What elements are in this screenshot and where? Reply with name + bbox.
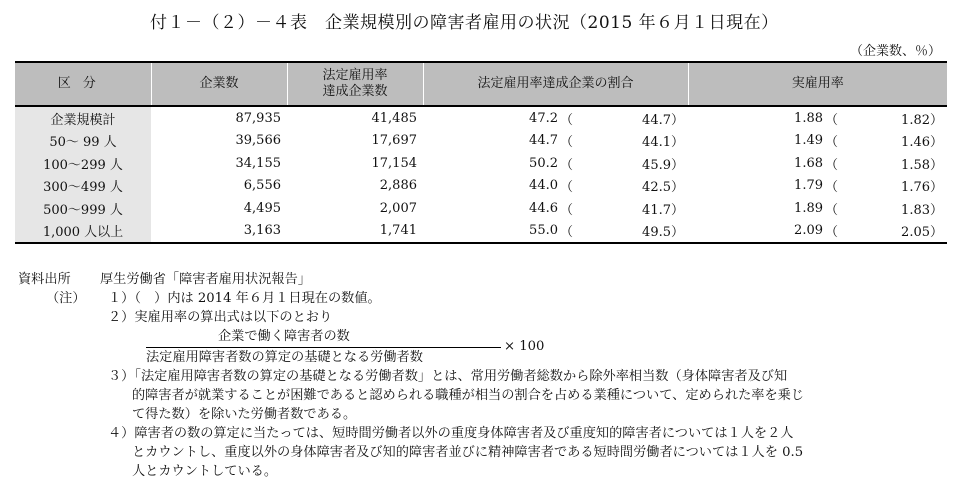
rate-prev-value: 42.5） [642, 180, 684, 196]
row-rate-prev [560, 197, 688, 220]
row-category: 500～999 人 [15, 197, 151, 220]
rate-prev-value: 41.7） [642, 202, 684, 218]
unit-label: （企業数、％） [849, 44, 941, 59]
header-actual-rate: 実雇用率 [688, 62, 947, 106]
row-achieved: 17,154 [371, 155, 417, 171]
rate-value: 50.2 [529, 155, 558, 171]
header-achieved [287, 62, 423, 106]
table-row [15, 152, 947, 175]
note-3-cont-2 [18, 405, 953, 424]
note-4-line-3: 人とカウントしている。 [132, 464, 278, 479]
note-1 [18, 289, 953, 308]
actual-prev-value: 2.05） [901, 225, 943, 241]
open-paren: （ [560, 135, 574, 151]
open-paren: （ [825, 225, 839, 241]
table-row [15, 197, 947, 220]
row-achieved: 1,741 [379, 223, 417, 239]
row-companies: 87,935 [235, 110, 281, 126]
open-paren: （ [825, 135, 839, 151]
row-rate [423, 152, 560, 175]
actual-prev-value: 1.58） [901, 157, 943, 173]
open-paren: （ [825, 180, 839, 196]
formula-denominator: 法定雇用障害者数の算定の基礎となる労働者数 [146, 350, 423, 365]
source-line [18, 270, 953, 289]
note-4-line-2: とカウントし、重度以外の身体障害者及び知的障害者並びに精神障害者である短時間労働者については１人を 0.5 [132, 445, 804, 460]
row-category: 100～299 人 [15, 152, 151, 175]
source-text: 厚生労働省「障害者雇用状況報告」 [100, 272, 311, 287]
rate-value: 44.6 [529, 200, 558, 216]
header-achieve-rate: 法定雇用率達成企業の割合 [423, 62, 688, 106]
row-achieved: 2,007 [379, 200, 417, 216]
row-actual: 1.88 [794, 110, 823, 126]
row-actual-prev [825, 175, 947, 198]
table-row [15, 175, 947, 198]
actual-prev-value: 1.82） [901, 112, 943, 128]
actual-prev-value: 1.46） [901, 135, 943, 151]
header-companies: 企業数 [151, 62, 287, 106]
rate-prev-value: 49.5） [642, 225, 684, 241]
row-achieved: 41,485 [371, 110, 417, 126]
rate-prev-value: 45.9） [642, 157, 684, 173]
row-companies: 34,155 [235, 155, 281, 171]
note-2-text: ２）実雇用率の算出式は以下のとおり [108, 310, 333, 325]
page-title: 付１－（２）－４表 企業規模別の障害者雇用の状況（2015 年６月１日現在） [150, 13, 779, 33]
table-row [15, 106, 947, 130]
rate-prev-value: 44.1） [642, 135, 684, 151]
row-actual: 2.09 [794, 223, 823, 239]
row-rate [423, 175, 560, 198]
source-label: 資料出所 [18, 272, 71, 287]
row-actual-prev [825, 130, 947, 153]
row-actual: 1.68 [794, 155, 823, 171]
row-rate-prev [560, 106, 688, 130]
note-4-head: ４）障害者の数の算定に当たっては、短時間労働者以外の重度身体障害者及び重度知的障害者については１人を２人 [108, 426, 794, 441]
row-achieved: 2,886 [379, 178, 417, 194]
open-paren: （ [560, 112, 574, 128]
note-4-cont-1 [18, 443, 953, 462]
row-rate [423, 220, 560, 244]
row-actual: 1.79 [794, 178, 823, 194]
row-companies: 4,495 [243, 200, 281, 216]
header-category: 区分 [15, 62, 151, 106]
rate-prev-value: 44.7） [642, 112, 684, 128]
row-actual: 1.49 [794, 133, 823, 149]
rate-value: 44.0 [529, 178, 558, 194]
note-3-line-2: 的障害者が就業することが困難であると認められる職種が相当の割合を占める業種について、定められた率を乗じ [132, 388, 805, 403]
employment-table [15, 61, 947, 244]
row-category: 300～499 人 [15, 175, 151, 198]
actual-rate-formula [146, 327, 953, 367]
row-rate-prev [560, 152, 688, 175]
row-companies: 39,566 [235, 133, 281, 149]
row-companies: 6,556 [243, 178, 281, 194]
rate-value: 47.2 [529, 110, 558, 126]
notes-section [18, 270, 953, 481]
rate-value: 55.0 [529, 223, 558, 239]
row-rate [423, 197, 560, 220]
row-rate-prev [560, 130, 688, 153]
row-category: 50～ 99 人 [15, 130, 151, 153]
note-4 [18, 424, 953, 443]
row-achieved: 17,697 [371, 133, 417, 149]
open-paren: （ [560, 225, 574, 241]
note-3 [18, 367, 953, 386]
row-companies: 3,163 [243, 223, 281, 239]
row-actual-prev [825, 152, 947, 175]
row-category: 企業規模計 [15, 106, 151, 130]
header-achieved-line2: 達成企業数 [322, 84, 388, 99]
note-3-line-3: て得た数）を除いた労働者数である。 [132, 407, 357, 422]
rate-value: 44.7 [529, 133, 558, 149]
open-paren: （ [560, 202, 574, 218]
table-row [15, 220, 947, 244]
formula-multiplier: × 100 [504, 339, 545, 354]
row-rate [423, 130, 560, 153]
row-actual-prev [825, 106, 947, 130]
row-category: 1,000 人以上 [15, 220, 151, 244]
open-paren: （ [825, 157, 839, 173]
open-paren: （ [825, 112, 839, 128]
open-paren: （ [825, 202, 839, 218]
open-paren: （ [560, 157, 574, 173]
row-actual-prev [825, 220, 947, 244]
table-header-row [15, 62, 947, 106]
row-rate [423, 106, 560, 130]
table-row [15, 130, 947, 153]
row-rate-prev [560, 175, 688, 198]
row-rate-prev [560, 220, 688, 244]
note-2 [18, 308, 953, 327]
row-actual-prev [825, 197, 947, 220]
note-3-head: ３）「法定雇用障害者数の算定の基礎となる労働者数」とは、常用労働者総数から除外率相当数（身体障害者及び知 [108, 369, 788, 384]
note-1-text: １）（ ）内は 2014 年６月１日現在の数値。 [108, 291, 381, 306]
header-achieved-line1: 法定雇用率 [322, 68, 388, 83]
note-4-cont-2 [18, 462, 953, 481]
actual-prev-value: 1.83） [901, 202, 943, 218]
open-paren: （ [560, 180, 574, 196]
actual-prev-value: 1.76） [901, 180, 943, 196]
row-actual: 1.89 [794, 200, 823, 216]
note-label: （注） [46, 291, 86, 306]
note-3-cont-1 [18, 386, 953, 405]
formula-numerator: 企業で働く障害者の数 [218, 329, 350, 344]
